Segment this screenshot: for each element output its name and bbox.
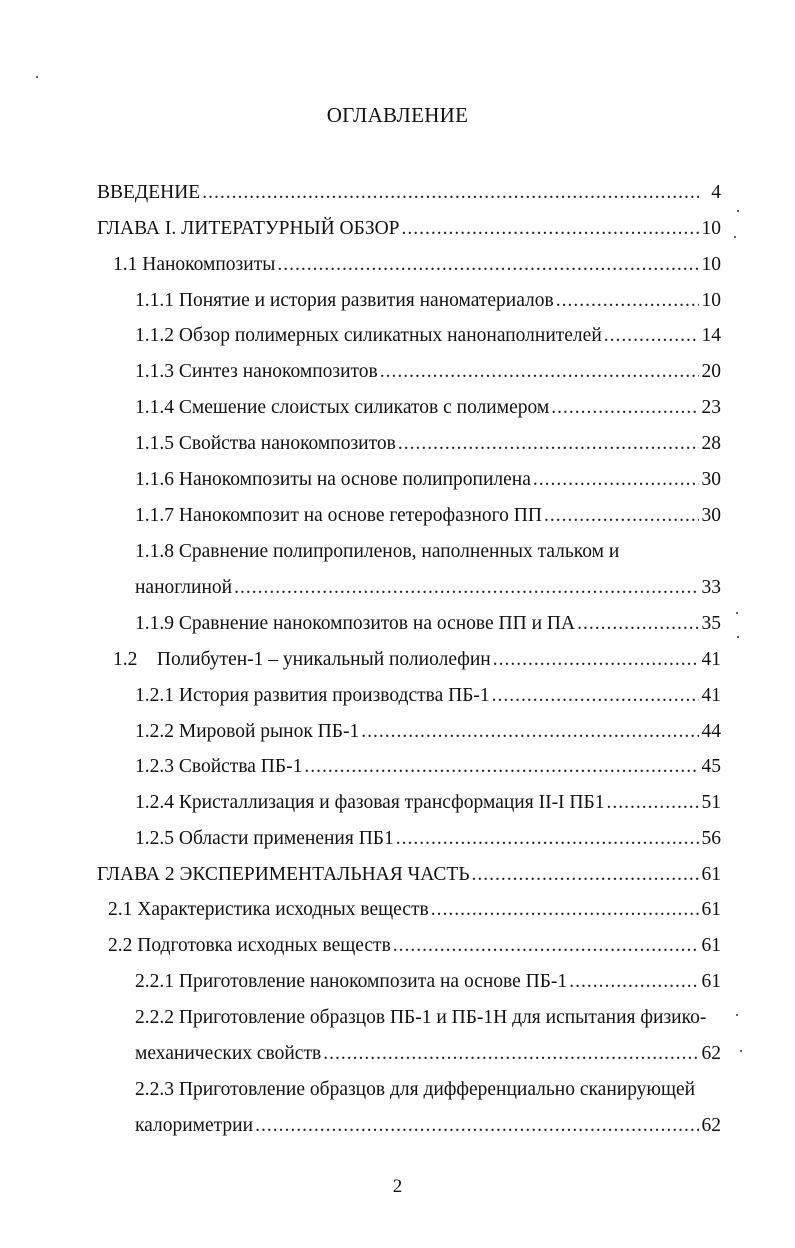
dot-leader xyxy=(277,252,699,278)
toc-entry-page: 10 xyxy=(701,254,721,275)
dot-leader xyxy=(361,719,699,745)
toc-entry-page: 62 xyxy=(701,1115,721,1136)
dot-leader xyxy=(472,862,699,888)
scan-speck xyxy=(734,236,736,238)
dot-leader xyxy=(255,1113,699,1139)
toc-entry-page: 14 xyxy=(701,325,721,346)
dot-leader xyxy=(402,216,699,242)
toc-title: ОГЛАВЛЕНИЕ xyxy=(326,103,469,127)
toc-entry-chapter-1[interactable] xyxy=(97,216,721,242)
toc-entry-label: 2.2.1 Приготовление нанокомпозита на основе ПБ-1 xyxy=(135,971,568,992)
toc-entry-page: 30 xyxy=(701,505,721,526)
toc-entry-page: 45 xyxy=(701,756,721,777)
toc-entry-1-1-9[interactable] xyxy=(135,611,721,637)
toc-entry-2-2-2[interactable] xyxy=(135,1005,706,1031)
toc-entry-label: ГЛАВА 2 ЭКСПЕРИМЕНТАЛЬНАЯ ЧАСТЬ xyxy=(97,864,470,885)
toc-entry-page: 44 xyxy=(701,721,721,742)
toc-entry-2-2-1[interactable] xyxy=(135,969,721,995)
dot-leader xyxy=(556,288,699,314)
dot-leader xyxy=(396,826,699,852)
dot-leader xyxy=(493,647,699,673)
toc-entry-page: 4 xyxy=(711,182,721,203)
toc-entry-page: 28 xyxy=(701,433,721,454)
toc-entry-label: 1.2.1 История развития производства ПБ-1 xyxy=(135,685,490,706)
toc-entry-label: 2.2.3 Приготовление образцов для дифференциально сканирующей xyxy=(135,1079,696,1100)
toc-entry-1-2[interactable] xyxy=(113,647,721,673)
page-number: 2 xyxy=(392,1176,403,1197)
toc-entry-label: 1.2.3 Свойства ПБ-1 xyxy=(135,756,303,777)
toc-entry-1-1-3[interactable] xyxy=(135,359,721,385)
toc-entry-label: 1.1.6 Нанокомпозиты на основе полипропилена xyxy=(135,469,531,490)
dot-leader xyxy=(551,395,699,421)
toc-entry-label: 1.1.7 Нанокомпозит на основе гетерофазного ПП xyxy=(135,505,542,526)
scan-speck xyxy=(737,210,739,212)
toc-entry-1-1-8[interactable] xyxy=(135,539,619,565)
toc-entry-2-2-3[interactable] xyxy=(135,1077,695,1103)
toc-entry-page: 35 xyxy=(701,613,721,634)
toc-entry-label: 1.1.8 Сравнение полипропиленов, наполненных тальком и xyxy=(135,541,620,562)
scan-speck xyxy=(740,1050,742,1052)
toc-entry-label: 2.2.2 Приготовление образцов ПБ-1 и ПБ-1Н для испытания физико- xyxy=(135,1007,707,1028)
toc-entry-2-2[interactable] xyxy=(108,933,721,959)
toc-entry-2-2-3-cont[interactable] xyxy=(135,1113,721,1139)
toc-entry-1-1-2[interactable] xyxy=(135,323,721,349)
scan-speck xyxy=(737,636,739,638)
toc-entry-page: 10 xyxy=(701,290,721,311)
toc-entry-label: 1.2.5 Области применения ПБ1 xyxy=(135,828,394,849)
toc-entry-page: 23 xyxy=(701,397,721,418)
toc-entry-label: механических свойств xyxy=(135,1043,322,1064)
toc-entry-page: 62 xyxy=(701,1043,721,1064)
dot-leader xyxy=(492,683,699,709)
toc-entry-label: 1.2 Полибутен-1 – уникальный полиолефин xyxy=(113,649,491,670)
scan-speck xyxy=(36,76,38,78)
toc-entry-page: 61 xyxy=(701,899,721,920)
dot-leader xyxy=(202,180,699,206)
dot-leader xyxy=(393,933,699,959)
toc-entry-page: 41 xyxy=(701,649,721,670)
dot-leader xyxy=(234,575,699,601)
toc-entry-1-1-4[interactable] xyxy=(135,395,721,421)
toc-entry-page: 51 xyxy=(701,792,721,813)
toc-entry-page: 41 xyxy=(701,685,721,706)
toc-entry-label: 1.1.9 Сравнение нанокомпозитов на основе ПП и ПА xyxy=(135,613,576,634)
toc-entry-label: ВВЕДЕНИЕ xyxy=(97,182,201,203)
toc-entry-1-1-7[interactable] xyxy=(135,503,721,529)
toc-entry-page: 61 xyxy=(701,935,721,956)
toc-entry-2-1[interactable] xyxy=(108,897,721,923)
toc-entry-label: 1.1.5 Свойства нанокомпозитов xyxy=(135,433,396,454)
toc-entry-label: 1.2.2 Мировой рынок ПБ-1 xyxy=(135,721,360,742)
toc-entry-2-2-2-cont[interactable] xyxy=(135,1041,721,1067)
dot-leader xyxy=(398,431,699,457)
toc-entry-label: 1.1.2 Обзор полимерных силикатных нанонаполнителей xyxy=(135,325,602,346)
toc-entry-page: 20 xyxy=(701,361,721,382)
toc-entry-label: ГЛАВА I. ЛИТЕРАТУРНЫЙ ОБЗОР xyxy=(97,218,400,239)
dot-leader xyxy=(569,969,699,995)
toc-entry-page: 10 xyxy=(701,218,721,239)
dot-leader xyxy=(606,790,699,816)
dot-leader xyxy=(604,323,699,349)
dot-leader xyxy=(431,897,699,923)
toc-entry-page: 30 xyxy=(701,469,721,490)
toc-entry-label: 1.1.4 Смешение слоистых силикатов с полимером xyxy=(135,397,550,418)
dot-leader xyxy=(577,611,699,637)
dot-leader xyxy=(304,754,699,780)
toc-entry-page: 61 xyxy=(701,864,721,885)
toc-entry-label: 1.1.3 Синтез нанокомпозитов xyxy=(135,361,378,382)
toc-entry-1-1-5[interactable] xyxy=(135,431,721,457)
toc-entry-page: 56 xyxy=(701,828,721,849)
toc-entry-1-2-1[interactable] xyxy=(135,683,721,709)
dot-leader xyxy=(380,359,699,385)
toc-entry-1-1[interactable] xyxy=(113,252,721,278)
dot-leader xyxy=(323,1041,699,1067)
toc-entry-label: 2.1 Характеристика исходных веществ xyxy=(108,899,429,920)
toc-entry-1-1-8-cont[interactable] xyxy=(135,575,721,601)
toc-entry-label: наноглиной xyxy=(135,577,233,598)
toc-entry-label: калориметрии xyxy=(135,1115,254,1136)
toc-entry-label: 1.2.4 Кристаллизация и фазовая трансформация II-I ПБ1 xyxy=(135,792,605,813)
toc-entry-introduction[interactable] xyxy=(97,180,721,206)
toc-entry-chapter-2[interactable] xyxy=(97,862,721,888)
dot-leader xyxy=(533,467,699,493)
toc-entry-page: 33 xyxy=(701,577,721,598)
toc-entry-label: 1.1.1 Понятие и история развития наноматериалов xyxy=(135,290,554,311)
toc-entry-1-1-1[interactable] xyxy=(135,288,721,314)
toc-entry-1-2-5[interactable] xyxy=(135,826,721,852)
scan-speck xyxy=(736,1014,738,1016)
scan-speck xyxy=(736,612,738,614)
toc-entry-page: 61 xyxy=(701,971,721,992)
toc-entry-1-2-2[interactable] xyxy=(135,719,721,745)
toc-entry-label: 2.2 Подготовка исходных веществ xyxy=(108,935,391,956)
toc-entry-1-2-3[interactable] xyxy=(135,754,721,780)
toc-entry-1-2-4[interactable] xyxy=(135,790,721,816)
toc-entry-1-1-6[interactable] xyxy=(135,467,721,493)
toc-entry-label: 1.1 Нанокомпозиты xyxy=(113,254,276,275)
dot-leader xyxy=(544,503,699,529)
